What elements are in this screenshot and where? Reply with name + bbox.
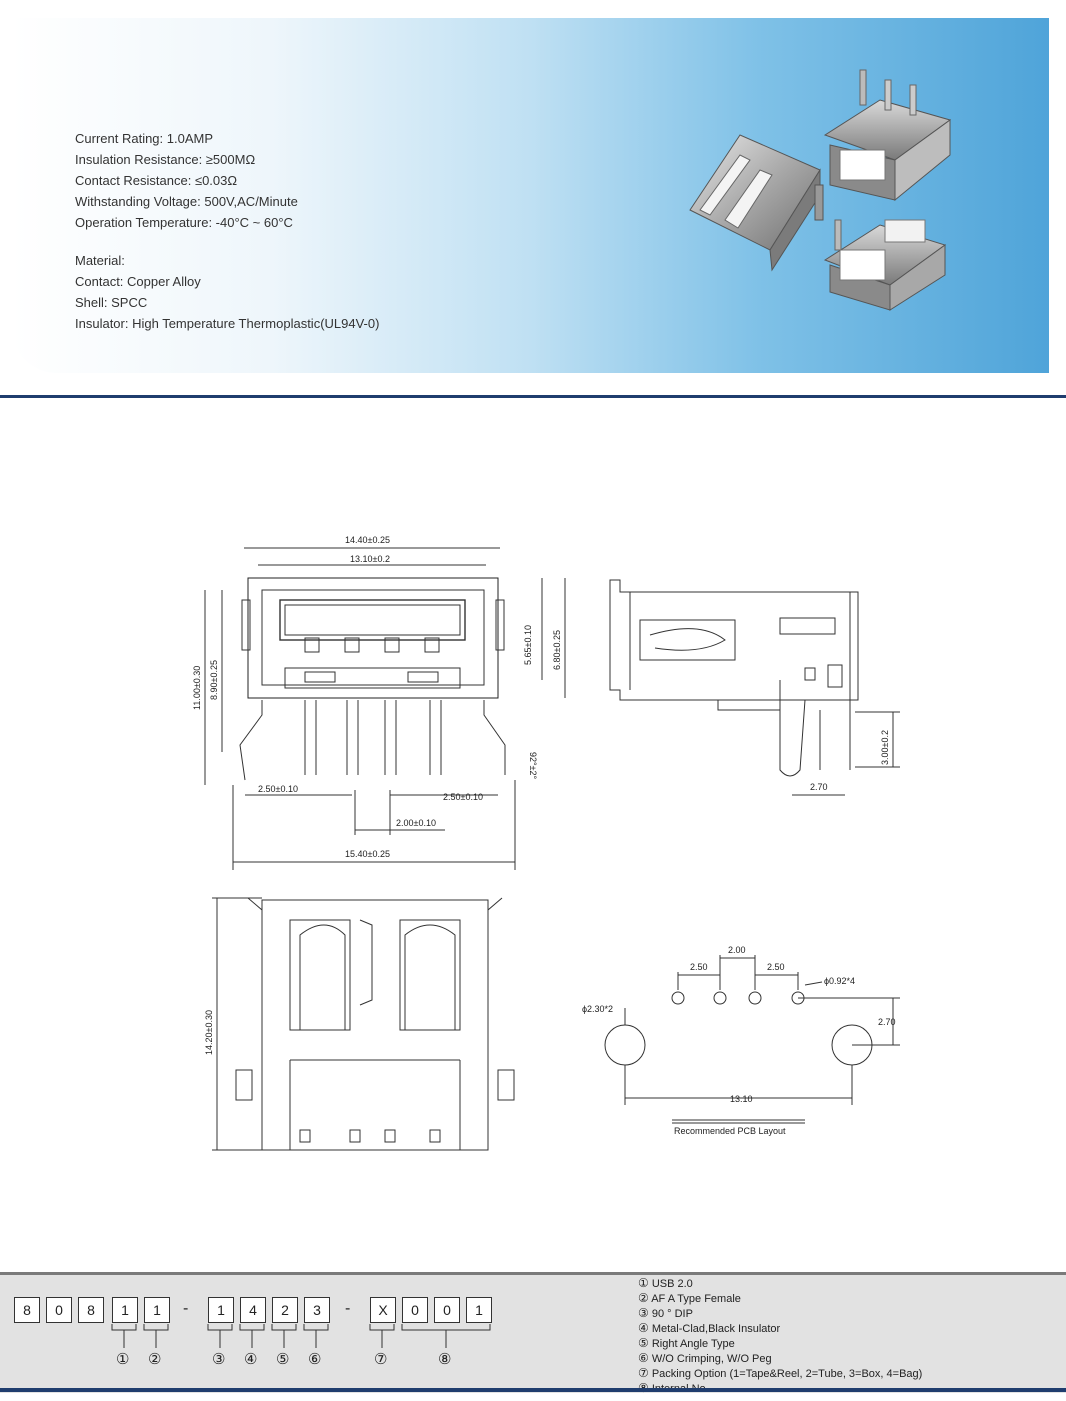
spec-current-rating: Current Rating: 1.0AMP	[75, 131, 214, 146]
pn-digit-2: 0	[46, 1297, 72, 1323]
legend-item-4: ④ Metal-Clad,Black Insulator	[638, 1321, 781, 1335]
legend-item-6: ⑥ W/O Crimping, W/O Peg	[638, 1351, 772, 1365]
dim-front-height-total: 11.00±0.30	[192, 665, 202, 710]
pn-digit-10: X	[370, 1297, 396, 1323]
pn-digit-1: 8	[14, 1297, 40, 1323]
legend-item-5: ⑤ Right Angle Type	[638, 1336, 735, 1350]
callout-5: ⑤	[276, 1350, 290, 1368]
pcb-offset: 2.70	[878, 1017, 896, 1027]
dim-front-height-body: 8.90±0.25	[209, 660, 219, 700]
pn-separator-2: -	[345, 1300, 351, 1317]
material-heading: Material:	[75, 253, 125, 268]
legend-item-1: ① USB 2.0	[638, 1276, 693, 1290]
part-number-legend	[638, 1276, 922, 1396]
dim-pitch-center: 2.00±0.10	[396, 818, 436, 828]
callout-8: ⑧	[438, 1350, 452, 1368]
dim-front-width-inner: 13.10±0.2	[350, 554, 390, 564]
legend-item-7: ⑦ Packing Option (1=Tape&Reel, 2=Tube, 3=Box, 4=Bag)	[638, 1366, 923, 1380]
dim-front-width-outer: 14.40±0.25	[345, 535, 390, 545]
callout-7: ⑦	[374, 1350, 388, 1368]
dim-top-depth: 14.20±0.30	[204, 1010, 214, 1055]
legend-item-2: ② AF A Type Female	[638, 1291, 741, 1305]
dim-side-tail: 3.00±0.2	[880, 730, 890, 765]
pn-digit-5: 1	[144, 1297, 170, 1323]
pn-digit-8: 2	[272, 1297, 298, 1323]
callout-1: ①	[116, 1350, 130, 1368]
dim-body-height: 6.80±0.25	[552, 630, 562, 670]
spec-withstanding-voltage: Withstanding Voltage: 500V,AC/Minute	[75, 194, 298, 209]
pcb-large-hole: ϕ2.30*2	[582, 1004, 614, 1014]
pn-digit-9: 3	[304, 1297, 330, 1323]
dim-opening-height: 5.65±0.10	[523, 625, 533, 665]
side-view	[610, 580, 900, 795]
legend-item-3: ③ 90 ° DIP	[638, 1306, 693, 1320]
dim-angle: 92°±2°	[528, 752, 538, 780]
dim-side-pitch: 2.70	[810, 782, 828, 792]
dim-foot-span: 15.40±0.25	[345, 849, 390, 859]
pn-digit-13: 1	[466, 1297, 492, 1323]
spec-insulation-resistance: Insulation Resistance: ≥500MΩ	[75, 152, 256, 167]
dim-pitch-right: 2.50±0.10	[443, 792, 483, 802]
pcb-small-hole: ϕ0.92*4	[824, 976, 856, 986]
top-view	[212, 898, 514, 1150]
footer-divider	[0, 1388, 1066, 1392]
pcb-pitch-right: 2.50	[767, 962, 785, 972]
callout-4: ④	[244, 1350, 258, 1368]
pn-digit-6: 1	[208, 1297, 234, 1323]
pn-separator-1: -	[183, 1300, 189, 1317]
material-insulator: Insulator: High Temperature Thermoplastic(UL94V-0)	[75, 316, 380, 331]
pn-digit-4: 1	[112, 1297, 138, 1323]
pcb-pitch-left: 2.50	[690, 962, 708, 972]
pn-digit-12: 0	[434, 1297, 460, 1323]
material-contact: Contact: Copper Alloy	[75, 274, 201, 289]
pn-digit-3: 8	[78, 1297, 104, 1323]
front-view	[205, 548, 565, 870]
pcb-span: 13.10	[730, 1094, 753, 1104]
pn-digit-11: 0	[402, 1297, 428, 1323]
material-shell: Shell: SPCC	[75, 295, 148, 310]
dim-pitch-left: 2.50±0.10	[258, 784, 298, 794]
callout-3: ③	[212, 1350, 226, 1368]
spec-contact-resistance: Contact Resistance: ≤0.03Ω	[75, 173, 238, 188]
pcb-caption: Recommended PCB Layout	[674, 1126, 786, 1136]
pcb-pitch-center: 2.00	[728, 945, 746, 955]
pn-digit-7: 4	[240, 1297, 266, 1323]
callout-2: ②	[148, 1350, 162, 1368]
spec-operation-temperature: Operation Temperature: -40°C ~ 60°C	[75, 215, 293, 230]
callout-6: ⑥	[308, 1350, 322, 1368]
